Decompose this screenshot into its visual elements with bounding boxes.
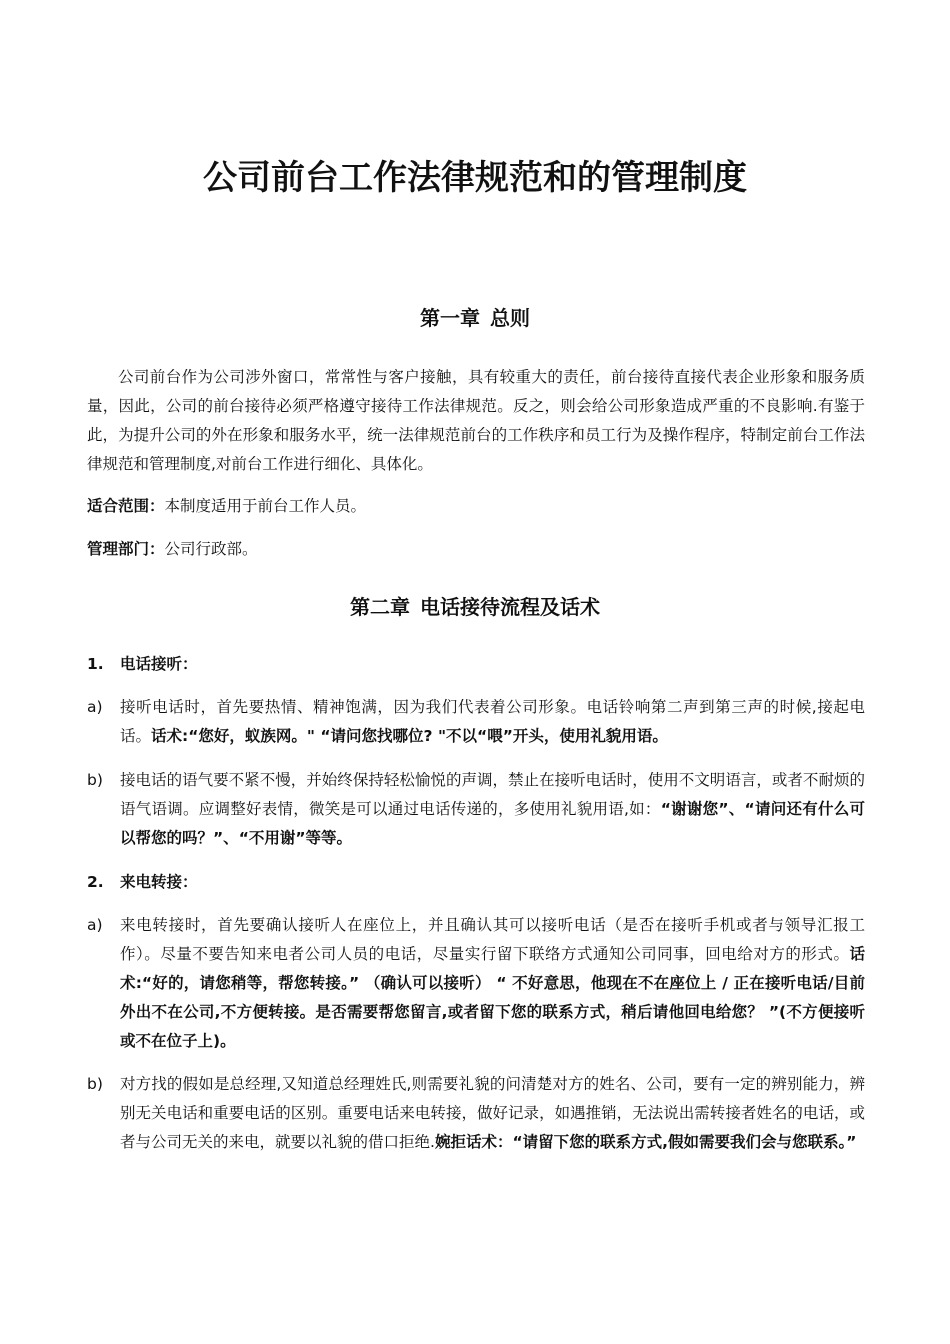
list-item-1a bbox=[87, 693, 865, 751]
list-marker: b) bbox=[87, 1075, 103, 1093]
list-item-body bbox=[120, 911, 865, 1056]
list-item-body bbox=[120, 766, 865, 853]
list-item-body bbox=[120, 1070, 865, 1157]
scope-label: 适合范围： bbox=[87, 497, 165, 515]
list-item-script: 话术:“您好，蚁族网。" “请问您找哪位? "不以“喂”开头，使用礼貌用语。 bbox=[151, 727, 668, 745]
chapter-1-intro: 公司前台作为公司涉外窗口，常常性与客户接触，具有较重大的责任，前台接待直接代表企业形象和服务质量，因此，公司的前台接待必须严格遵守接待工作法律规范。反之，则会给公司形象造成严重的不良影响.有鉴于此，为提升公司的外在形象和服务水平，统一法律规范前台的工作秩序和员工行为及操作程序，特制定前台工作法律规范和管理制度,对前台工作进行细化、具体化。 bbox=[87, 368, 865, 473]
scope-text: 本制度适用于前台工作人员。 bbox=[164, 497, 367, 515]
document-title: 公司前台工作法律规范和的管理制度 bbox=[203, 158, 747, 198]
chapter-1-heading bbox=[0, 303, 950, 333]
list-item-script: 婉拒话术：“请留下您的联系方式,假如需要我们会与您联系。” bbox=[434, 1133, 857, 1151]
list-item-script: 话术:“好的，请您稍等，帮您转接。” （确认可以接听） “ 不好意思，他现在不在座位上 / 正在接听电话/目前外出不在公司,不方便转接。是否需要帮您留言,或者留下您的联系方式，稍后请他回电给您？ ”(不方便接听或不在位子上)。 bbox=[120, 945, 865, 1050]
list-item-2b bbox=[87, 1070, 865, 1157]
department-text: 公司行政部。 bbox=[164, 540, 258, 558]
chapter-2-name: 电话接待流程及话术 bbox=[420, 595, 600, 619]
section-1-heading bbox=[87, 650, 198, 679]
list-item-text: 接电话的语气要不紧不慢，并始终保持轻松愉悦的声调，禁止在接听电话时，使用不文明语言，或者不耐烦的语气语调。应调整好表情，微笑是可以通过电话传递的，多使用礼貌用语,如： bbox=[120, 771, 865, 818]
list-marker: a) bbox=[87, 916, 103, 934]
chapter-2-heading bbox=[0, 592, 950, 622]
list-item-text: 来电转接时，首先要确认接听人在座位上，并且确认其可以接听电话（是否在接听手机或者与领导汇报工作）。尽量不要告知来电者公司人员的电话，尽量实行留下联络方式通知公司同事，回电给对方的形式。 bbox=[120, 916, 865, 963]
department-statement bbox=[87, 535, 865, 564]
department-label: 管理部门： bbox=[87, 540, 165, 558]
list-item-text: 对方找的假如是总经理,又知道总经理姓氏,则需要礼貌的问清楚对方的姓名、公司，要有一定的辨别能力，辨别无关电话和重要电话的区别。重要电话来电转接，做好记录，如遇推销，无法说出需转接者姓名的电话，或者与公司无关的来电，就要以礼貌的借口拒绝. bbox=[120, 1075, 865, 1151]
list-item-script: “谢谢您”、“请问还有什么可以帮您的吗？”、“不用谢”等等。 bbox=[120, 800, 865, 847]
chapter-2-label: 第二章 bbox=[350, 595, 410, 619]
scope-statement bbox=[87, 492, 865, 521]
section-1-title: 电话接听： bbox=[120, 655, 198, 673]
list-marker: a) bbox=[87, 698, 103, 716]
section-2-number: 2. bbox=[87, 873, 104, 891]
section-2-title: 来电转接： bbox=[120, 873, 198, 891]
list-marker: b) bbox=[87, 771, 103, 789]
chapter-1-label: 第一章 bbox=[420, 306, 480, 330]
list-item-body bbox=[120, 693, 865, 751]
list-item-2a bbox=[87, 911, 865, 1056]
chapter-1-name: 总则 bbox=[490, 306, 530, 330]
list-item-1b bbox=[87, 766, 865, 853]
section-2-heading bbox=[87, 868, 198, 897]
section-1-number: 1. bbox=[87, 655, 104, 673]
list-item-text: 接听电话时，首先要热情、精神饱满，因为我们代表着公司形象。电话铃响第二声到第三声的时候,接起电话。 bbox=[120, 698, 865, 745]
